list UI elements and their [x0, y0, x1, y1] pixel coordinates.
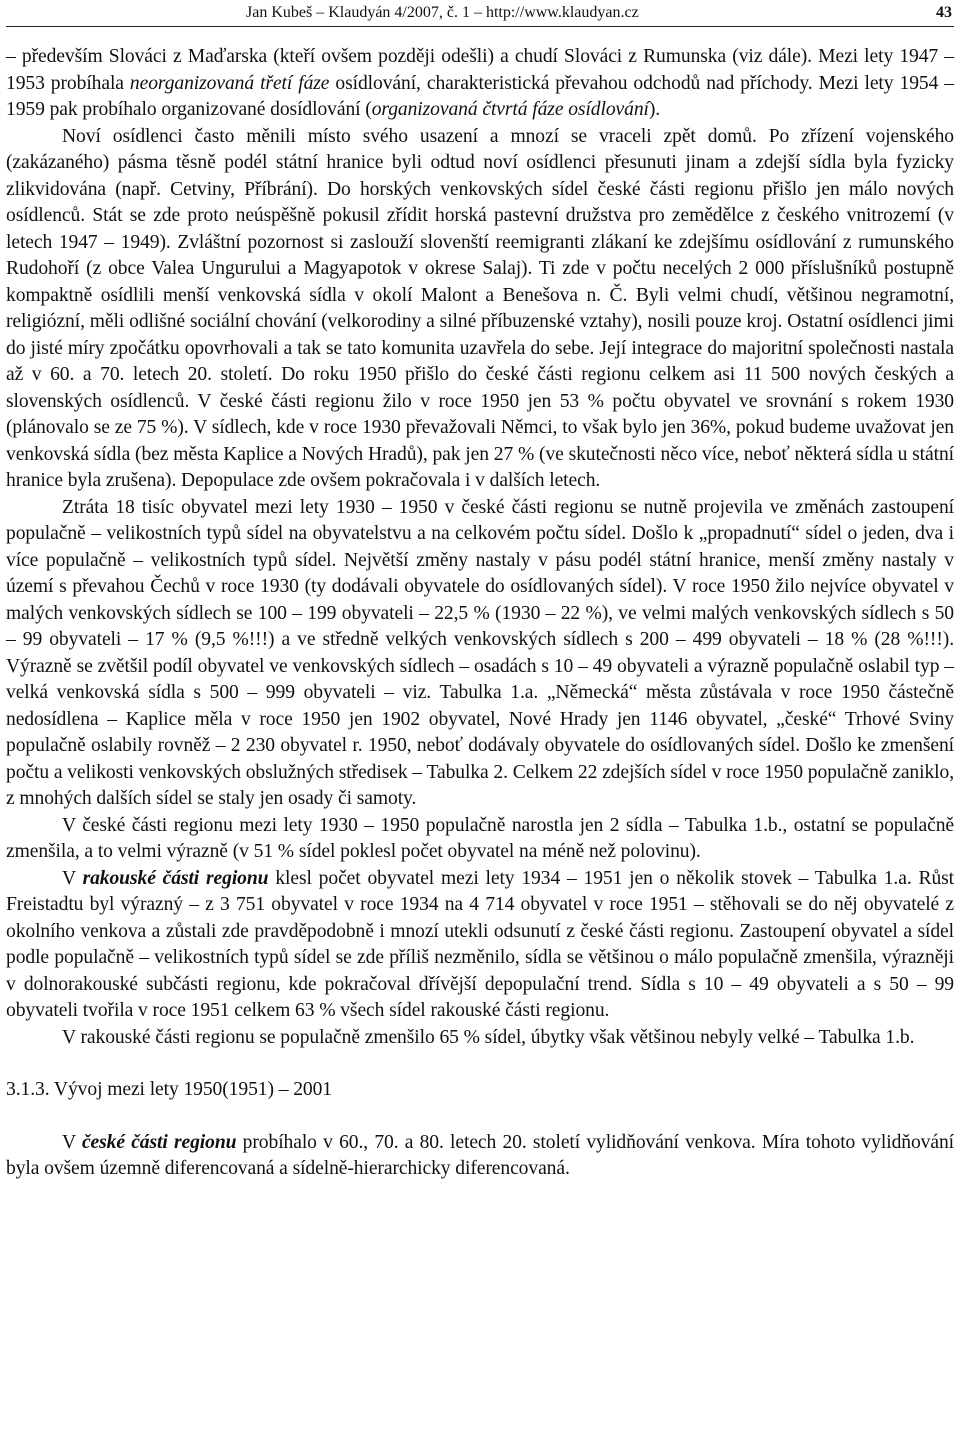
paragraph-new-settlers: Noví osídlenci často měnili místo svého usazení a mnozí se vraceli zpět domů. Po zřízení vojenského (zakázaného) pásma těsně podél státní hranice byli odtud noví osídlenci přesunuti jinam a zdejší sídla byla fyzicky zlikvidována (např. Cetviny, Příbrání). Do horských venkovských sídel české části regionu přišlo jen málo nových osídlenců. Stát se zde proto neúspěšně pokusil zřídit horská pastevní družstva pro zemědělce z českého vnitrozemí (v letech 1947 – 1949). Zvláštní pozornost si zaslouží slovenští reemigranti zlákaní ke zdejšímu osídlování z rumunského Rudohoří (z obce Valea Ungurului a Magyapotok v okrese Salaj). Ti zde v počtu necelých 2 000 příslušníků postupně kompaktně osídlili menší venkovská sídla v okolí Malont a Benešova n. Č. Byli velmi chudí, většinou negramotní, religiózní, měli odlišné sociální chování (velkorodiny a silné příbuzenské vztahy), nosili pouze kroj. Ostatní osídlenci jimi do jisté míry zpočátku opovrhovali a tak se tato komunita uzavřela do sebe. Její integrace do majoritní společnosti nastala až v 60. a 70. letech 20. století. Do roku 1950 přišlo do české části regionu celkem asi 11 500 nových českých a slovenských osídlenců. V české části regionu žilo v roce 1950 jen 53 % počtu obyvatel ve srovnání s rokem 1930 (plánovalo se ze 75 %). V sídlech, kde v roce 1930 převažovali Němci, to však bylo jen 36%, pokud budeme uvažovat jen venkovská sídla (bez města Kaplice a Nových Hradů), pak jen 27 % (ve skutečnosti něco více, neboť některá sídla u státní hranice byla zrušena). Depopulace zde ovšem pokračovala i v dalších letech.: [6, 125, 954, 491]
text-run: probíhalo v 60., 70. a 80. letech 20. století vylidňování venkova. Míra tohoto vylidňování byla ovšem územně diferencovaná a sídelně-hierarchicky diferencovaná.: [6, 1131, 954, 1179]
bold-italic-term: české části regionu: [81, 1131, 237, 1153]
text-run: V: [62, 867, 83, 889]
paragraph-settlement-phases: [6, 44, 954, 124]
body-text: [6, 44, 954, 1183]
document-page: [6, 0, 954, 1183]
text-run: klesl počet obyvatel mezi lety 1934 – 1951 jen o několik stovek – Tabulka 1.a. Růst Freistadtu byl výrazný – z 3 751 obyvatel v roce 1934 na 4 714 obyvatel v roce 1951 – stěhovali se do něj obyvatelé z okolního venkova a zůstali zde pravděpodobně i mnozí utekli odsunutí z české části regionu. Zastoupení obyvatel a sídel podle populačně – velikostních typů sídel se zde příliš nezměnilo, sídla se většinou o málo populačně zmenšila, výrazněji v dolnorakouské subčásti regionu, kde pokračoval dřívější depopulační trend. Sídla s 10 – 49 obyvateli a s 50 – 99 obyvateli tvořila v roce 1951 celkem 63 % všech sídel rakouské části regionu.: [6, 867, 955, 1021]
bold-italic-term: rakouské části regionu: [82, 867, 269, 889]
text-run: V: [62, 1131, 82, 1153]
italic-term: neorganizovaná třetí fáze: [129, 72, 330, 94]
paragraph-austrian-decline: V rakouské části regionu se populačně zmenšilo 65 % sídel, úbytky však většinou nebyly velké – Tabulka 1.b.: [62, 1026, 915, 1048]
text-run: ).: [648, 99, 661, 120]
text-run: – především Slováci z Maďarska (kteří ovšem později odešli) a chudí Slováci z Rumunska (viz dále). Mezi lety 1947 – 1953 probíhala: [6, 46, 954, 94]
section-heading: 3.1.3. Vývoj mezi lety 1950(1951) – 2001: [6, 1079, 332, 1100]
text-run: osídlování, charakteristická převahou odchodů nad příchody. Mezi lety 1954 – 1959 pak probíhalo organizované dosídlování (: [6, 72, 954, 120]
paragraph-depopulation: [6, 1130, 954, 1183]
paragraph-population-loss: Ztráta 18 tisíc obyvatel mezi lety 1930 – 1950 v české části regionu se nutně projevila ve změnách zastoupení populačně – velikostních typů sídel na obyvatelstvu a na celkovém počtu sídel. Došlo k „propadnutí“ sídel o jeden, dva i více populačně – velikostních typů sídel. Největší změny nastaly v pásu podél státní hranice, menší změny nastaly v území s převahou Čechů v roce 1930 (ty dodávali obyvatele do osídlovaných sídel). V roce 1950 žilo nejvíce obyvatel v malých venkovských sídlech se 100 – 199 obyvateli – 22,5 % (1930 – 22 %), ve velmi malých venkovských sídlech s 50 – 99 obyvateli – 17 % (9,5 %!!!) a ve středně velkých venkovských sídlech s 200 – 499 obyvateli – 18 % (28 %!!!). Výrazně se zvětšil podíl obyvatel ve venkovských sídlech – osadách s 10 – 49 obyvateli a výrazně populačně oslabil typ – velká venkovská sídla s 500 – 999 obyvateli – viz. Tabulka 1.a. „Německá“ města zůstávala v roce 1950 částečně nedosídlena – Kaplice měla v roce 1950 jen 1902 obyvatel, Nové Hrady jen 1146 obyvatel, „české“ Trhové Sviny populačně oslabily rovněž – 2 230 obyvatel r. 1950, neboť dodávaly obyvatele do osídlovaných sídel. Došlo ke zmenšení počtu a velikosti venkovských obslužných středisek – Tabulka 2. Celkem 22 zdejších sídel v roce 1950 populačně zaniklo, z mnohých dalších sídel se staly jen osady či samoty.: [6, 496, 954, 809]
paragraph-growth-settlements: V české části regionu mezi lety 1930 – 1950 populačně narostla jen 2 sídla – Tabulka 1.b., ostatní se populačně zmenšila, a to velmi výrazně (v 51 % sídel poklesl počet obyvatel na méně než polovinu).: [6, 814, 954, 862]
paragraph-austrian-part: [6, 866, 954, 1025]
italic-term: organizovaná čtvrtá fáze osídlování: [371, 99, 649, 120]
header-rule: [6, 26, 954, 27]
header-title: Jan Kubeš – Klaudyán 4/2007, č. 1 – http://www.klaudyan.cz: [246, 4, 639, 21]
page-number: 43: [936, 4, 952, 21]
running-header: [6, 0, 954, 28]
